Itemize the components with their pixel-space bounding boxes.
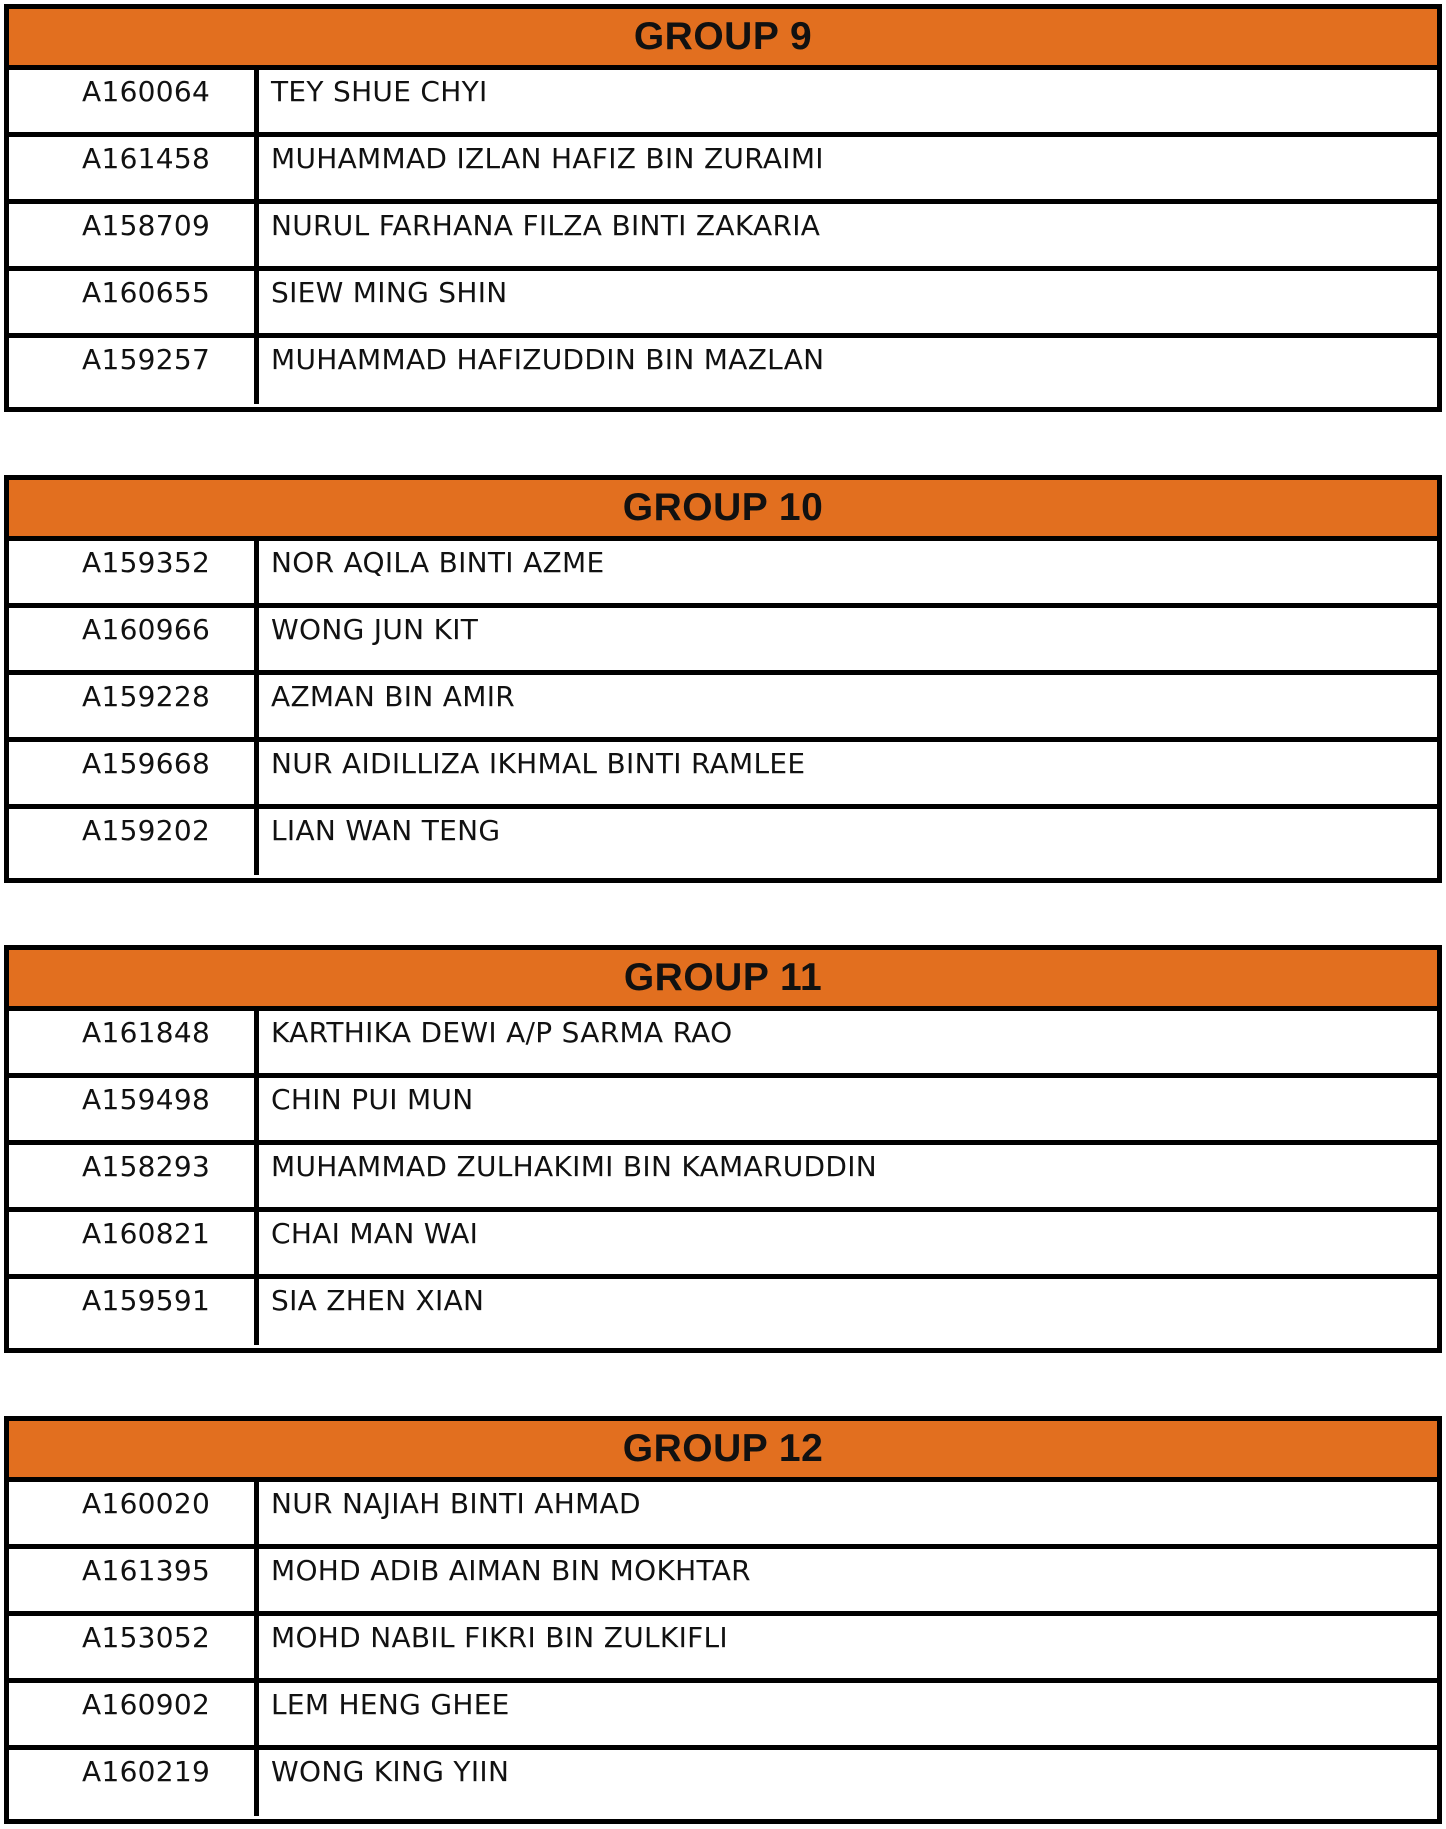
- student-name: NURUL FARHANA FILZA BINTI ZAKARIA: [271, 209, 821, 242]
- table-row: [9, 809, 1437, 875]
- group-table-10: [4, 475, 1442, 883]
- student-name: LIAN WAN TENG: [271, 814, 501, 847]
- group-table-9: [4, 4, 1442, 412]
- student-id: A159257: [82, 343, 211, 376]
- student-name: MUHAMMAD HAFIZUDDIN BIN MAZLAN: [271, 343, 825, 376]
- student-id: A159591: [82, 1284, 211, 1317]
- student-name: WONG JUN KIT: [271, 613, 479, 646]
- table-row: [9, 204, 1437, 271]
- table-row: [9, 338, 1437, 404]
- student-name: NUR NAJIAH BINTI AHMAD: [271, 1487, 641, 1520]
- table-row: [9, 1145, 1437, 1212]
- student-id: A160219: [82, 1755, 211, 1788]
- student-id: A159352: [82, 546, 211, 579]
- student-name: SIA ZHEN XIAN: [271, 1284, 485, 1317]
- student-id: A159228: [82, 680, 211, 713]
- student-name: MOHD NABIL FIKRI BIN ZULKIFLI: [271, 1621, 728, 1654]
- student-name: CHIN PUI MUN: [271, 1083, 474, 1116]
- student-id: A158709: [82, 209, 211, 242]
- student-id: A160821: [82, 1217, 211, 1250]
- student-id: A158293: [82, 1150, 211, 1183]
- table-row: [9, 271, 1437, 338]
- student-name: AZMAN BIN AMIR: [271, 680, 516, 713]
- student-id: A159202: [82, 814, 211, 847]
- student-name: MOHD ADIB AIMAN BIN MOKHTAR: [271, 1554, 751, 1587]
- table-row: [9, 742, 1437, 809]
- table-row: [9, 1616, 1437, 1683]
- student-name: NOR AQILA BINTI AZME: [271, 546, 605, 579]
- student-id: A160966: [82, 613, 211, 646]
- student-name: MUHAMMAD IZLAN HAFIZ BIN ZURAIMI: [271, 142, 824, 175]
- student-id: A159668: [82, 747, 211, 780]
- student-id: A161458: [82, 142, 211, 175]
- student-name: LEM HENG GHEE: [271, 1688, 510, 1721]
- student-name: SIEW MING SHIN: [271, 276, 508, 309]
- table-row: [9, 1683, 1437, 1750]
- group-title: GROUP 9: [9, 9, 1437, 70]
- group-table-11: [4, 945, 1442, 1353]
- group-title: GROUP 10: [9, 480, 1437, 541]
- table-row: [9, 541, 1437, 608]
- student-id: A160064: [82, 75, 211, 108]
- table-row: [9, 1279, 1437, 1345]
- student-id: A161395: [82, 1554, 211, 1587]
- student-name: MUHAMMAD ZULHAKIMI BIN KAMARUDDIN: [271, 1150, 878, 1183]
- student-name: KARTHIKA DEWI A/P SARMA RAO: [271, 1016, 733, 1049]
- table-row: [9, 70, 1437, 137]
- table-row: [9, 1750, 1437, 1816]
- table-row: [9, 1078, 1437, 1145]
- student-name: WONG KING YIIN: [271, 1755, 510, 1788]
- student-name: NUR AIDILLIZA IKHMAL BINTI RAMLEE: [271, 747, 806, 780]
- student-name: TEY SHUE CHYI: [271, 75, 488, 108]
- student-name: CHAI MAN WAI: [271, 1217, 479, 1250]
- table-row: [9, 1482, 1437, 1549]
- group-title: GROUP 12: [9, 1421, 1437, 1482]
- student-id: A153052: [82, 1621, 211, 1654]
- student-id: A160020: [82, 1487, 211, 1520]
- table-row: [9, 675, 1437, 742]
- table-row: [9, 608, 1437, 675]
- student-id: A160655: [82, 276, 211, 309]
- group-table-12: [4, 1416, 1442, 1824]
- student-id: A160902: [82, 1688, 211, 1721]
- table-row: [9, 1549, 1437, 1616]
- student-id: A161848: [82, 1016, 211, 1049]
- table-row: [9, 1011, 1437, 1078]
- student-id: A159498: [82, 1083, 211, 1116]
- group-title: GROUP 11: [9, 950, 1437, 1011]
- table-row: [9, 137, 1437, 204]
- table-row: [9, 1212, 1437, 1279]
